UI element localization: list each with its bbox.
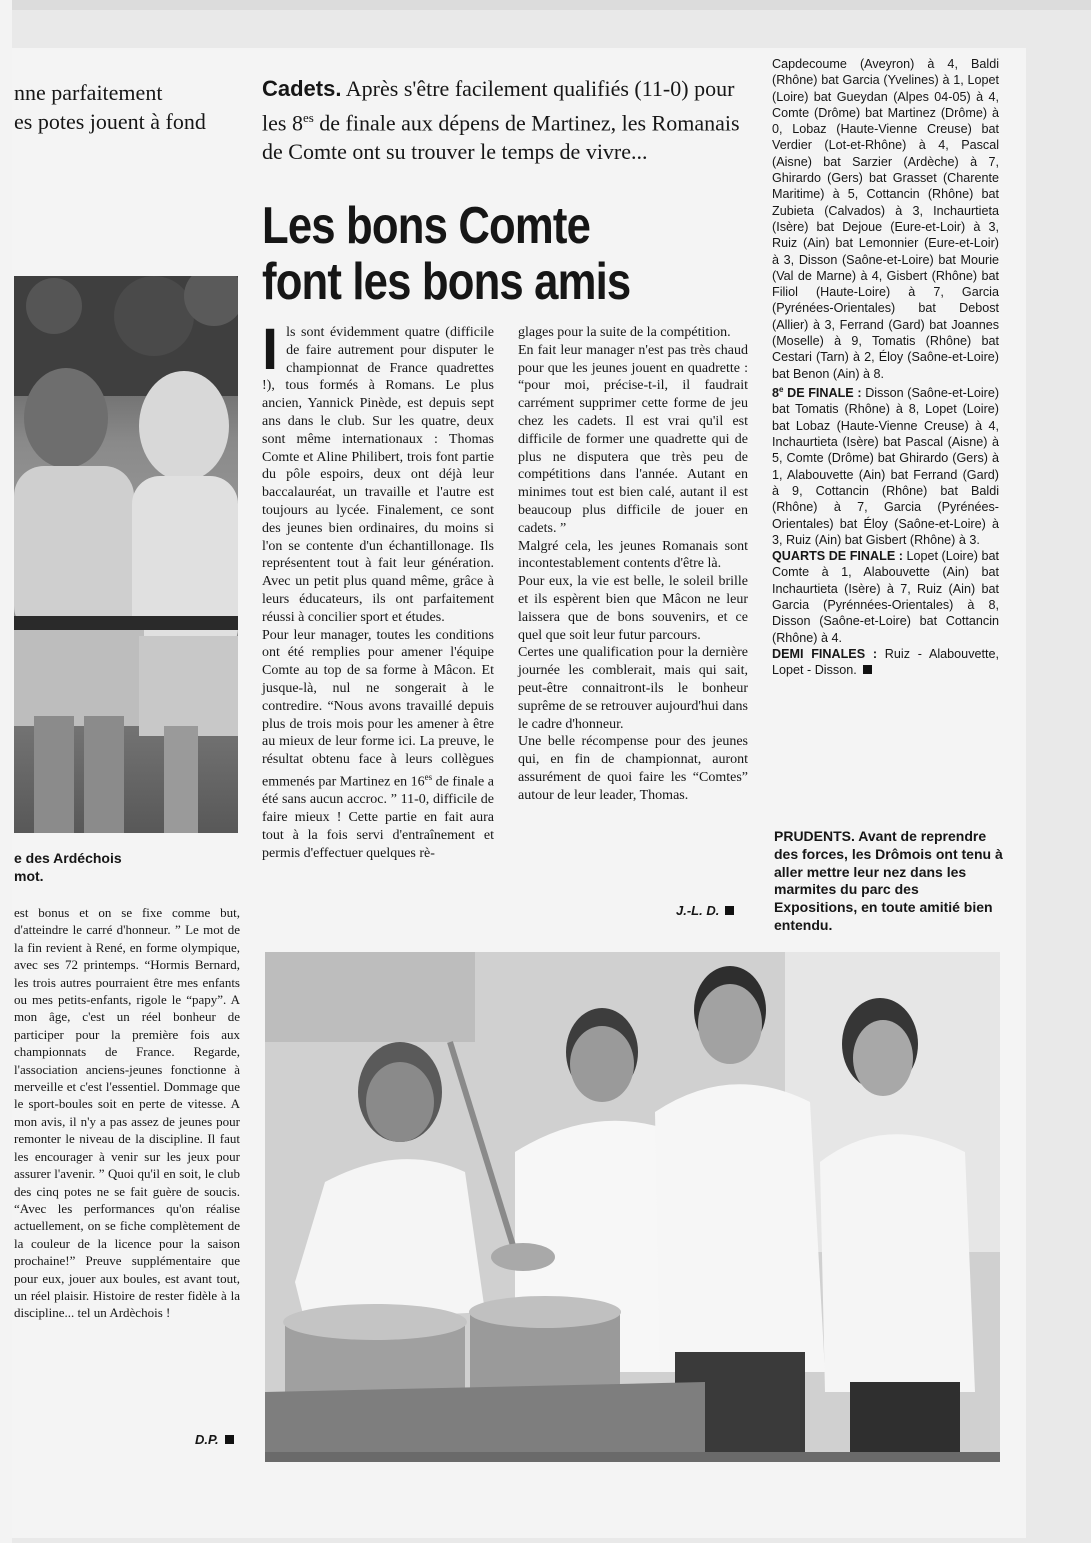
left-caption-line: e des Ardéchois	[14, 850, 122, 866]
left-body-text: est bonus et on se fixe comme but, d'atteindre le carré d'honneur. ” Le mot de la fin revient à René, en forme olympique, avec ses 72 printemps. “Hormis Bernard, les trois autres pourraient être mes enfants ou mes petits-enfants, rigole le “papy”. A mon âge, c'est un réel bonheur de participer pour la première fois aux championnats de France. Regarde, l'association anciens-jeunes fonctionne à merveille et c'est l'essentiel. Dommage que le sport-boules soit en perte de vitesse. A mon avis, il n'y a pas assez de jeunes pour remonter le niveau de la discipline. Il faut les encourager à venir sur les jeux pour assurer l'avenir. ” Quoi qu'il en soit, le club des cinq potes ne se fait guère de soucis. “Avec les performances qu'on réalise actuellement, on se fiche complètement de la couleur de la licence pour la saison prochaine!” Preuve supplémentaire que pour eux, jouer aux boules, est avant tout, un réel plaisir. Histoire de rester fidèle à la discipline... tel un Ardèchois !	[14, 905, 240, 1321]
left-caption-line: mot.	[14, 868, 44, 884]
left-photo-illustration	[14, 276, 238, 833]
results-sixteenths: Capdecoume (Aveyron) à 4, Baldi (Rhône) bat Garcia (Yvelines) à 1, Lopet (Loire) bat Gueydan (Alpes 04-05) à 4, Comte (Drôme) bat Martinez (Drôme) à 0, Lobaz (Haute-Vienne Creuse) bat Verdier (Lot-et-Rhône) à 4, Pascal (Aisne) bat Sarzier (Ardèche) à 7, Ghirardo (Gers) bat Grasset (Charente Maritime) à 5, Cottancin (Rhône) bat Zubieta (Calvados) à 3, Inchaurtieta (Isère) bat Dejoue (Eure-et-Loir) à 3, Ruiz (Ain) bat Lemonnier (Eure-et-Loir) à 3, Disson (Saône-et-Loire) bat Mourie (Val de Marne) à 4, Gisbert (Rhône) bat Filiol (Haute-Loire) à 7, Garcia (Pyrénées-Orientales) bat Debost (Allier) à 3, Ferrand (Gard) bat Joannes (Moselle) à 9, Tomatis (Rhône) bat Cestari (Tarn) à 2, Éloy (Saône-et-Loire) bat Benon (Ain) à 8.	[772, 57, 999, 381]
eighth-superscript: e	[779, 384, 784, 394]
main-photo-team-cooking	[265, 952, 1000, 1462]
left-signature-text: D.P.	[195, 1432, 219, 1447]
caption-text: Avant de reprendre des forces, les Drômois ont tenu à aller mettre leur nez dans les marmites du parc des Expositions, en toute amitié bien entendu.	[774, 828, 1003, 933]
end-mark-icon	[863, 665, 872, 674]
eighth-number: 8	[772, 386, 780, 401]
semi-results-text: Ruiz - Alabouvette, Lopet - Disson.	[772, 646, 999, 678]
article-signature-text: J.-L. D.	[676, 903, 720, 918]
headline-line-2: font les bons amis	[262, 253, 631, 311]
left-photo-petanque-players	[14, 276, 238, 833]
article-column-1	[262, 317, 494, 863]
article-paragraph: Malgré cela, les jeunes Romanais sont incontestablement contents d'être là.	[518, 538, 748, 572]
paragraph-part: de finale a été sans aucun accroc. ” 11-0, difficile de faire mieux ! Cette partie en fait aura tout à la fois servi d'entraînement et permis d'effectuer quelques rè-	[262, 774, 494, 861]
quarter-results-text: Lopet (Loire) bat Comte à 1, Alabouvette (Ain) bat Inchaurtieta (Isère) à 7, Ruiz (Ain) bat Garcia (Pyrénnées-Orientales) à 8, Disson (Saône-et-Loire) bat Cottancin (Rhône) à 4.	[772, 549, 999, 645]
intro-superscript: es	[302, 110, 314, 125]
left-article-body	[14, 904, 240, 1322]
scan-top-border	[0, 0, 1091, 10]
article-headline	[262, 198, 674, 310]
left-article-signature	[195, 1432, 234, 1447]
quarter-label: QUARTS DE FINALE :	[772, 549, 903, 564]
eighth-results-text: Disson (Saône-et-Loire) bat Tomatis (Rhône) à 8, Lopet (Loire) bat Lobaz (Haute-Vienne Creuse) à 4, Inchaurtieta (Isère) bat Pascal (Aisne) à 5, Comte (Drôme) bat Ghirardo (Gers) à 1, Alabouvette (Ain) bat Ferrand (Gard) à 9, Cottancin (Rhône) bat Baldi (Rhône) à 7, Garcia (Pyrénées-Orientales) bat Éloy (Saône-et-Loire) à 3, Ruiz (Ain) bat Gisbert (Rhône) à 3.	[772, 386, 1000, 547]
article-paragraph: En fait leur manager n'est pas très chaud pour que les jeunes jouent en quadrette : “pour moi, précise-t-il, il faudrait carrément supprimer cette forme de jeu chez les cadets. Il est vrai qu'il est difficile de former une quadrette qui de plus ne disputera que très peu de compétitions dans l'année. Autant en minimes tout est bien calé, autant il est beaucoup plus difficile de jouer en cadets. ”	[518, 342, 748, 536]
article-paragraph: Certes une qualification pour la dernière journée les comblerait, mais qui sait, peut-être connaitront-ils le bonheur suprême de se retrouver aujourd'hui dans le cadre d'honneur.	[518, 645, 748, 732]
intro-text-1: Après s'être facilement qualifiés (11-0) pour les 8	[262, 76, 735, 136]
drop-cap: I	[262, 317, 279, 382]
paragraph-part: Pour leur manager, toutes les conditions ont été remplies pour amener l'équipe Comte au top de sa forme à Mâcon. Et jusque-là, nul ne songerait à le contredire. “Nous avons travaillé depuis plus de trois mois pour les amener à être au mieux de leur forme ici. La preuve, le résultat obtenu face à leurs collègues emmenés par Martinez en 16	[262, 627, 494, 790]
paragraph-superscript: es	[424, 771, 433, 782]
article-paragraph: Une belle récompense pour des jeunes qui, en fin de championnat, auront assurément de quoi faire les “Comtes” autour de leur leader, Thomas.	[518, 734, 748, 803]
scan-left-edge	[0, 0, 12, 1543]
article-paragraph: glages pour la suite de la compétition.	[518, 325, 731, 340]
results-column	[772, 56, 999, 678]
eighth-label-rest: DE FINALE :	[787, 386, 862, 401]
results-semis	[772, 646, 999, 679]
results-quarters	[772, 548, 999, 646]
end-mark-icon	[225, 1435, 234, 1444]
main-photo-illustration	[265, 952, 1000, 1462]
article-paragraph	[262, 627, 494, 863]
headline-line-1: Les bons Comte	[262, 197, 591, 255]
results-eighth-label	[772, 386, 862, 400]
article-paragraph: Pour eux, la vie est belle, le soleil brille et ils espèrent bien que Mâcon ne leur laissera que de bons souvenirs, et ce quel que soit leur futur parcours.	[518, 574, 748, 643]
article-paragraph: ls sont évidemment quatre (difficile de faire autrement pour disputer le championnat de France quadrettes !), tous formés à Romans. Le plus ancien, Yannick Pinède, est depuis sept ans dans le club. Sur les quatre, deux sont même internationaux : Thomas Comte et Aline Philibert, trois font partie du pôle espoirs, deux ont déjà leur baccalauréat, un travaille et l'autre est toujours au lycée. Finalement, ce sont des jeunes bien ordinaires, du moins si l'on se contente d'un échantillonage. Ils représentent tout à fait leur génération. Avec un petit plus quand même, grâce à leurs éducateurs, ils ont parfaitement réussi à concilier sport et études.	[262, 325, 494, 625]
results-eighths	[772, 382, 999, 548]
caption-label: PRUDENTS.	[774, 828, 855, 844]
article-column-2	[518, 324, 748, 805]
end-mark-icon	[725, 906, 734, 915]
left-headline-line: es potes jouent à fond	[14, 109, 206, 134]
article-signature	[676, 903, 734, 918]
intro-label: Cadets.	[262, 76, 342, 101]
left-article-headline	[14, 78, 244, 136]
article-intro	[262, 74, 750, 166]
main-photo-caption	[774, 828, 1004, 935]
left-photo-caption	[14, 849, 244, 885]
left-headline-line: nne parfaitement	[14, 80, 163, 105]
semi-label: DEMI FINALES :	[772, 646, 878, 661]
intro-text-2: de finale aux dépens de Martinez, les Romanais de Comte ont su trouver le temps de vivre...	[262, 110, 740, 165]
